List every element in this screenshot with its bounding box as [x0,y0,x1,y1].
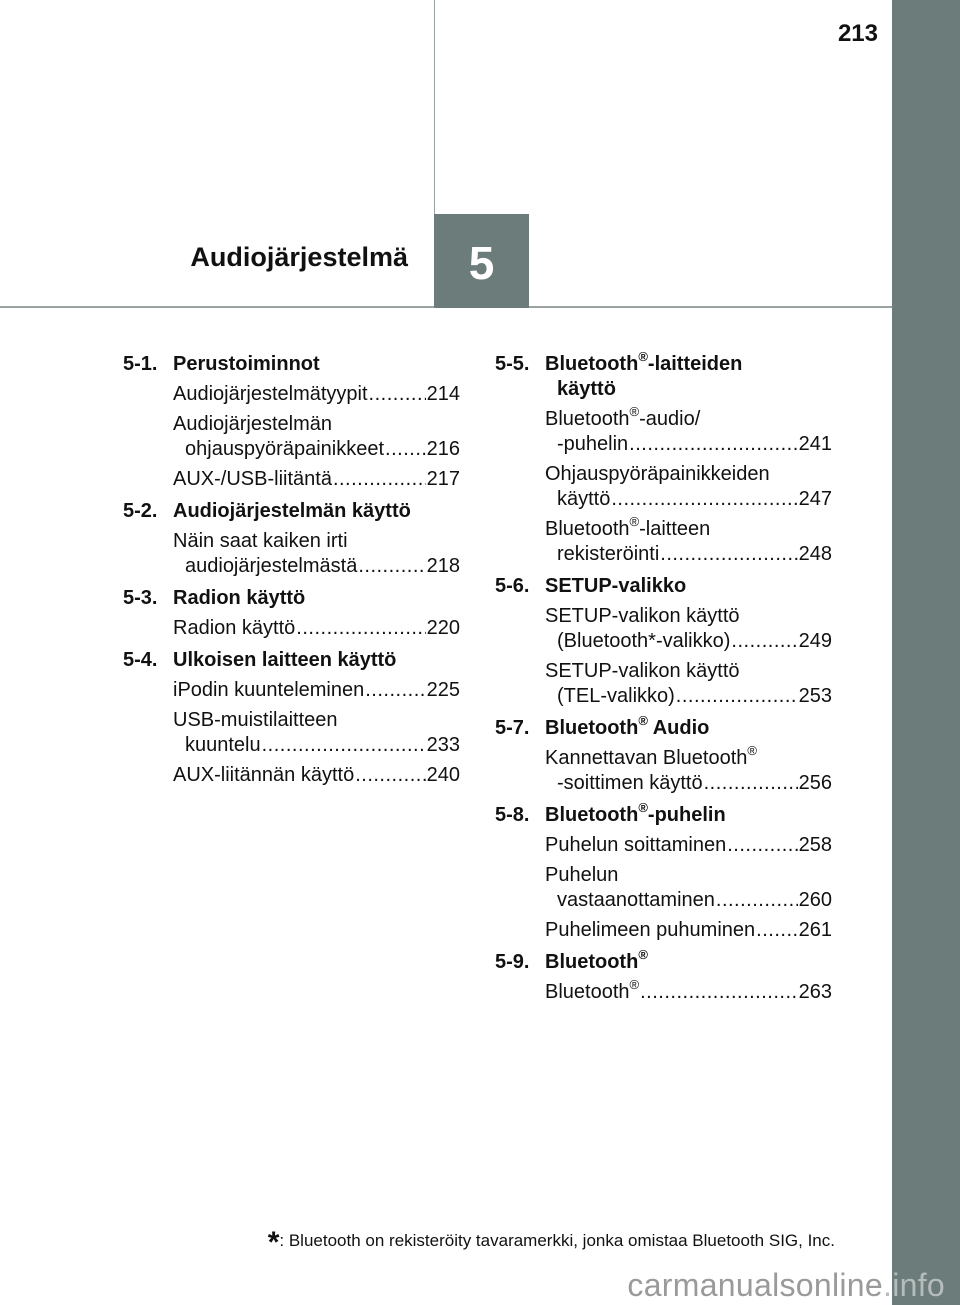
toc-entry-text: Ohjauspyöräpainikkeiden [545,463,770,485]
toc-entry[interactable] [545,918,832,943]
footnote [268,1226,835,1260]
toc-entry[interactable] [173,412,460,462]
toc-entry[interactable] [545,833,832,858]
registered-mark: ® [638,947,648,962]
toc-entry-text: Näin saat kaiken irti [173,530,348,552]
toc-entry-line [173,412,460,437]
toc-entry-line [545,629,832,654]
dot-leader [660,542,797,567]
dot-leader [676,684,798,709]
dot-leader [731,629,797,654]
toc-entry[interactable] [173,616,460,641]
toc-entry-line [545,888,832,913]
toc-entry-page: 233 [426,734,460,756]
toc-entry-page: 260 [798,889,832,911]
toc-entry-line [545,487,832,512]
toc-entry-text: -puhelin [557,433,629,455]
toc-entry-text: -soittimen käyttö [557,772,703,794]
toc-entry-line [545,659,832,684]
section-number: 5-3. [123,587,158,609]
section-title-line: Bluetooth® Audio [545,713,710,739]
toc-entry-line [173,763,460,788]
toc-entry[interactable] [545,743,832,796]
toc-section [495,349,832,567]
toc-entry-page: 263 [798,981,832,1003]
toc-entry-text: Puhelun [545,864,619,886]
toc-section [495,800,832,943]
toc-entry-line [545,404,832,432]
toc-entry-page: 241 [798,433,832,455]
toc-section [495,713,832,796]
toc-entry[interactable] [545,604,832,654]
toc-entry-line [173,554,460,579]
footnote-marker: * [267,1226,280,1259]
toc-entry-line [173,437,460,462]
toc-entry-text: Radion käyttö [173,617,296,639]
registered-mark: ® [638,800,648,815]
registered-mark: ® [747,743,757,758]
toc-entry-text: Audiojärjestelmän [173,413,332,435]
section-heading[interactable] [495,800,832,828]
toc-entry[interactable] [545,977,832,1005]
toc-entry-page: 217 [426,468,460,490]
section-title-line: Audiojärjestelmän käyttö [173,500,411,522]
toc-entry[interactable] [545,404,832,457]
section-title-line: Bluetooth® [545,947,648,973]
dot-leader [385,437,426,462]
toc-section [123,648,460,788]
toc-entry-text: vastaanottaminen [557,889,715,911]
toc-entry-line [545,542,832,567]
toc-entry-page: 225 [426,679,460,701]
toc-entry[interactable] [173,529,460,579]
toc-entry-line [545,514,832,542]
toc-entry-line [545,833,832,858]
dot-leader [358,554,425,579]
toc-entry-text: Puhelun soittaminen [545,834,727,856]
toc-entry-text: audiojärjestelmästä [185,555,358,577]
toc-entry-text: Bluetooth®-laitteen [545,514,711,540]
toc-section [123,352,460,492]
toc-entry-page: 218 [426,555,460,577]
dot-leader [355,763,425,788]
toc-section [495,947,832,1005]
toc-entry-text: käyttö [557,488,611,510]
dot-leader [611,487,797,512]
toc-entry[interactable] [545,659,832,709]
registered-mark: ® [629,404,640,419]
registered-mark: ® [638,349,648,364]
toc-entry[interactable] [173,763,460,788]
section-title [545,947,648,975]
toc-entry-line [545,604,832,629]
section-number: 5-6. [495,575,530,597]
toc-entry-text: USB-muistilaitteen [173,709,338,731]
dot-leader [756,918,797,943]
toc-entry-page: 247 [798,488,832,510]
section-number: 5-9. [495,951,530,973]
registered-mark: ® [629,977,640,992]
dot-leader [727,833,797,858]
chapter-side-tab [892,0,960,1305]
footnote-text: : Bluetooth on rekisteröity tavaramerkki, jonka omistaa Bluetooth SIG, Inc. [279,1231,835,1250]
toc-entry-line [545,918,832,943]
registered-mark: ® [629,514,640,529]
section-title [173,352,320,377]
toc-entry-line [545,771,832,796]
toc-entry-page: 220 [426,617,460,639]
section-title-line: SETUP-valikko [545,575,687,597]
dot-leader [369,382,426,407]
toc-entry-page: 261 [798,919,832,941]
toc-entry[interactable] [173,467,460,492]
toc-entry-text: (TEL-valikko) [557,685,675,707]
toc-entry-text: Audiojärjestelmätyypit [173,383,368,405]
section-title [545,574,686,599]
section-heading[interactable] [123,586,460,611]
toc-entry[interactable] [545,863,832,913]
toc-entry-text: Kannettavan Bluetooth® [545,743,757,769]
toc-entry-text: AUX-/USB-liitäntä [173,468,332,490]
section-number: 5-8. [495,804,530,826]
toc-entry-line [173,529,460,554]
divider-vertical [434,0,435,214]
toc-entry[interactable] [173,678,460,703]
toc-entry-text: Bluetooth® [545,977,640,1003]
section-title [173,499,411,524]
toc-entry-page: 216 [426,438,460,460]
section-title-line: Radion käyttö [173,587,306,609]
toc-entry-text: SETUP-valikon käyttö [545,605,740,627]
toc-entry-line [545,684,832,709]
toc-entry-line [173,678,460,703]
toc-entry-text: Bluetooth®-audio/ [545,404,701,430]
section-title-line: Ulkoisen laitteen käyttö [173,649,397,671]
section-title [173,648,396,673]
toc-entry-page: 256 [798,772,832,794]
section-title [545,800,726,828]
section-title-line: käyttö [557,378,616,400]
toc-entry-page: 240 [426,764,460,786]
section-heading[interactable] [123,648,460,673]
toc-entry-text: ohjauspyöräpainikkeet [185,438,385,460]
toc-entry-line [173,467,460,492]
toc-section [123,499,460,579]
section-heading[interactable] [495,713,832,741]
registered-mark: ® [638,713,648,728]
section-number: 5-4. [123,649,158,671]
toc-entry-line [545,432,832,457]
section-title-line: Bluetooth®-laitteiden [545,349,743,375]
toc-section [495,574,832,709]
dot-leader [262,733,426,758]
toc-entry-text: kuuntelu [185,734,261,756]
section-heading[interactable] [495,947,832,975]
section-title-line: Bluetooth®-puhelin [545,800,726,826]
toc-entry-page: 248 [798,543,832,565]
section-heading[interactable] [495,349,832,402]
dot-leader [629,432,797,457]
section-number: 5-1. [123,353,158,375]
toc-entry-text: SETUP-valikon käyttö [545,660,740,682]
section-heading[interactable] [495,574,832,599]
toc-entry-line [173,708,460,733]
toc-entry-line [173,733,460,758]
section-number: 5-7. [495,717,530,739]
toc-entry[interactable] [545,514,832,567]
page-number: 213 [837,20,878,47]
dot-leader [333,467,426,492]
toc-entry-page: 249 [798,630,832,652]
toc-entry-text: Puhelimeen puhuminen [545,919,756,941]
toc-column-left [123,352,460,788]
toc-entry-text: iPodin kuunteleminen [173,679,365,701]
chapter-title: Audiojärjestelmä [190,242,408,272]
toc-entry-text: AUX-liitännän käyttö [173,764,355,786]
section-number: 5-5. [495,353,530,375]
dot-leader [365,678,425,703]
toc-section [123,586,460,641]
section-title [173,586,305,611]
dot-leader [704,771,798,796]
chapter-number-box [434,214,529,308]
section-title-line: Perustoiminnot [173,353,320,375]
toc-entry-page: 258 [798,834,832,856]
section-number: 5-2. [123,500,158,522]
toc-entry-page: 214 [426,383,460,405]
dot-leader [296,616,425,641]
toc-column-right [495,349,832,1005]
toc-entry-text: (Bluetooth*-valikko) [557,630,731,652]
toc-entry-line [545,977,832,1005]
toc-entry-line [545,863,832,888]
section-title [545,713,710,741]
watermark-tld: .info [883,1267,945,1303]
dot-leader [640,980,798,1005]
toc-entry[interactable] [173,382,460,407]
section-title [545,349,743,402]
toc-entry-line [545,462,832,487]
toc-entry[interactable] [173,708,460,758]
toc-entry-line [545,743,832,771]
chapter-number: 5 [468,237,495,289]
toc-entry-text: rekisteröinti [557,543,660,565]
toc-entry-line [173,616,460,641]
toc-entry-line [173,382,460,407]
section-heading[interactable] [123,499,460,524]
toc-entry-page: 253 [798,685,832,707]
watermark-main: carmanualsonline [627,1267,884,1303]
watermark [627,1267,945,1304]
dot-leader [716,888,798,913]
toc-entry[interactable] [545,462,832,512]
section-heading[interactable] [123,352,460,377]
